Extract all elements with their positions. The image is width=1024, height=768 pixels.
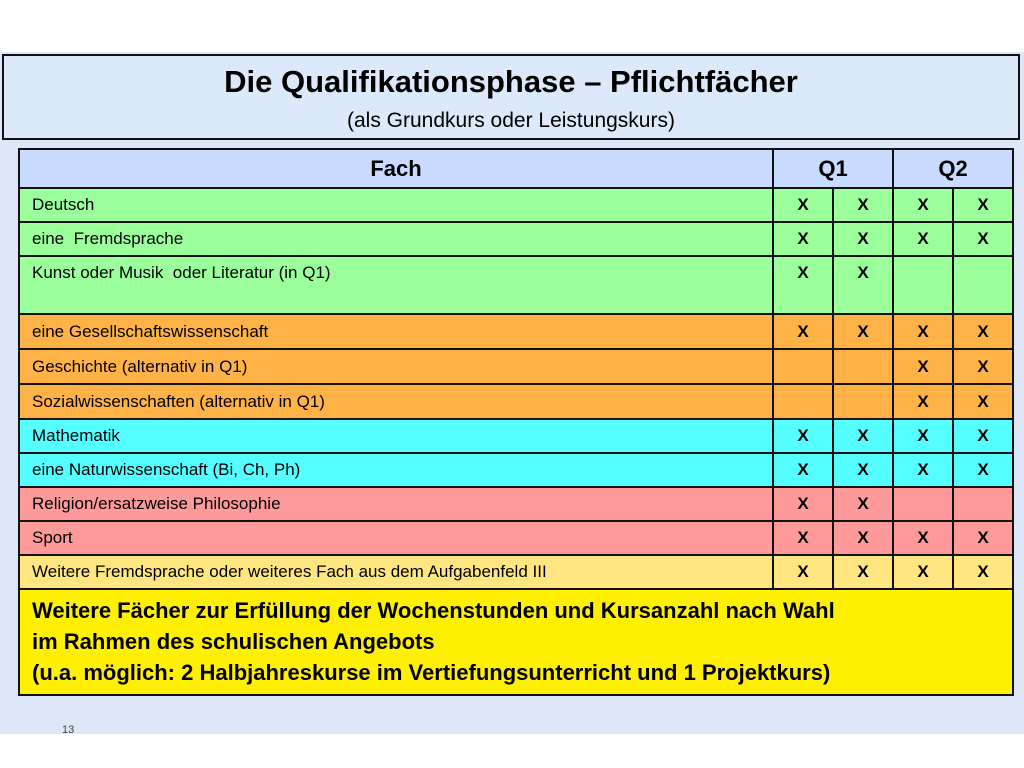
- mark-cell: X: [833, 222, 893, 256]
- mark-cell: [953, 487, 1013, 521]
- subject-cell: Sozialwissenschaften (alternativ in Q1): [19, 384, 773, 419]
- mark-cell: X: [773, 256, 833, 314]
- mark-cell: X: [953, 555, 1013, 589]
- table-row: [19, 188, 1013, 222]
- mark-cell: X: [893, 188, 953, 222]
- header-q1: Q1: [773, 149, 893, 188]
- subject-cell: eine Fremdsprache: [19, 222, 773, 256]
- title-box: [2, 54, 1020, 140]
- mark-cell: X: [893, 419, 953, 453]
- page-number: 13: [62, 724, 75, 736]
- mark-cell: X: [893, 314, 953, 349]
- table-row: [19, 349, 1013, 384]
- mark-cell: [893, 487, 953, 521]
- mark-cell: [833, 349, 893, 384]
- table-row: [19, 487, 1013, 521]
- table-row: [19, 419, 1013, 453]
- subject-cell: Sport: [19, 521, 773, 555]
- subject-cell: Geschichte (alternativ in Q1): [19, 349, 773, 384]
- note-line-1: Weitere Fächer zur Erfüllung der Wochenstunden und Kursanzahl nach Wahl: [32, 598, 835, 623]
- mark-cell: X: [893, 453, 953, 487]
- mark-cell: X: [953, 188, 1013, 222]
- subject-cell: Religion/ersatzweise Philosophie: [19, 487, 773, 521]
- header-fach: Fach: [19, 149, 773, 188]
- mark-cell: X: [773, 521, 833, 555]
- table-row: [19, 453, 1013, 487]
- mark-cell: X: [893, 555, 953, 589]
- subject-cell: eine Gesellschaftswissenschaft: [19, 314, 773, 349]
- subject-cell: Deutsch: [19, 188, 773, 222]
- note-line-3: (u.a. möglich: 2 Halbjahreskurse im Vertiefungsunterricht und 1 Projektkurs): [32, 660, 831, 685]
- mark-cell: X: [953, 349, 1013, 384]
- table-row: [19, 521, 1013, 555]
- note-row: [19, 589, 1013, 695]
- subject-cell: eine Naturwissenschaft (Bi, Ch, Ph): [19, 453, 773, 487]
- page-title: Die Qualifikationsphase – Pflichtfächer: [224, 64, 798, 99]
- mark-cell: X: [773, 555, 833, 589]
- mark-cell: X: [893, 222, 953, 256]
- mark-cell: X: [953, 521, 1013, 555]
- subject-cell: Kunst oder Musik oder Literatur (in Q1): [19, 256, 773, 314]
- table-row: [19, 555, 1013, 589]
- mark-cell: X: [953, 453, 1013, 487]
- mark-cell: X: [833, 521, 893, 555]
- mark-cell: X: [773, 419, 833, 453]
- mark-cell: X: [833, 256, 893, 314]
- mark-cell: X: [953, 222, 1013, 256]
- mark-cell: X: [893, 349, 953, 384]
- mark-cell: X: [833, 314, 893, 349]
- page-subtitle: (als Grundkurs oder Leistungskurs): [347, 109, 675, 132]
- note-line-2: im Rahmen des schulischen Angebots: [32, 629, 435, 654]
- table-row: [19, 384, 1013, 419]
- mark-cell: X: [893, 521, 953, 555]
- mark-cell: X: [833, 419, 893, 453]
- mark-cell: X: [953, 419, 1013, 453]
- mark-cell: X: [893, 384, 953, 419]
- mark-cell: [833, 384, 893, 419]
- mark-cell: X: [773, 314, 833, 349]
- mark-cell: [773, 349, 833, 384]
- mark-cell: [953, 256, 1013, 314]
- mark-cell: X: [773, 487, 833, 521]
- mark-cell: X: [833, 555, 893, 589]
- mark-cell: X: [773, 222, 833, 256]
- subject-cell: Weitere Fremdsprache oder weiteres Fach aus dem Aufgabenfeld III: [19, 555, 773, 589]
- subject-cell: Mathematik: [19, 419, 773, 453]
- mark-cell: [893, 256, 953, 314]
- mark-cell: X: [953, 314, 1013, 349]
- table-header-row: [19, 149, 1013, 188]
- mark-cell: X: [833, 487, 893, 521]
- mark-cell: X: [833, 453, 893, 487]
- mark-cell: X: [773, 453, 833, 487]
- subjects-table: [18, 148, 1014, 696]
- table-row: [19, 222, 1013, 256]
- header-q2: Q2: [893, 149, 1013, 188]
- mark-cell: X: [833, 188, 893, 222]
- note-cell: [19, 589, 1013, 695]
- mark-cell: X: [953, 384, 1013, 419]
- table-row: [19, 314, 1013, 349]
- mark-cell: [773, 384, 833, 419]
- table-row: [19, 256, 1013, 314]
- mark-cell: X: [773, 188, 833, 222]
